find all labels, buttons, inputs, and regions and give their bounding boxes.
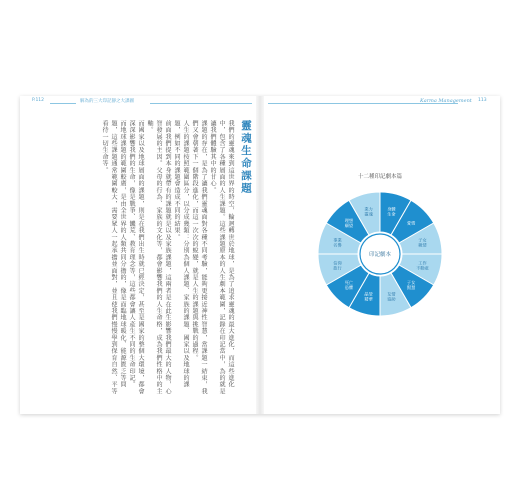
- diagram-title: 十二種印記劇本篇: [357, 174, 403, 180]
- paragraph: 而地球課題的範圍較廣，是由全世界的人類共同分擔的，像是面臨地球暖化、能源匱乏等問題，這些課題通常範圍較大，需要眾人一起承擔並面對，並且使我們慢慢學到保育自然、平等看待一切生命等。: [101, 120, 126, 395]
- right-page: [260, 96, 500, 414]
- wheel-segment-label: 晶瑩精華: [364, 291, 373, 302]
- left-header-rule-2: [150, 103, 252, 104]
- left-body-text: [42, 120, 250, 396]
- wheel-segment-label: 死亡恐懼: [344, 280, 354, 291]
- wheel-segment-label: 事業名譽: [333, 237, 342, 248]
- wheel-center: [360, 234, 400, 274]
- right-header-title: Karma Management: [420, 98, 472, 104]
- book-spread: [20, 96, 500, 414]
- wheel-segment-label: 友情協助: [387, 291, 396, 302]
- paragraph: 而國家以及地球層面的課題，則是在我們出生時就已經決定，甚至是國家的整個大環境，都會深深影響我們的生命，像是戰爭、饑荒、教育理念等，這些都會讓人產生不同的生命印記。: [128, 120, 144, 395]
- left-page: [20, 96, 260, 414]
- wheel-segment-label: 業力靈魂: [364, 206, 373, 217]
- paragraph: 課題的存在，是為了讓我們靈魂面對各種不同考驗，能夠更接近神性智慧，當課題一結束，我們又會朝著下一個階段進化，而這一次次的蛻變，就是人生的課題與挑戰的過程。: [191, 120, 207, 395]
- right-page-number: 113: [478, 98, 487, 103]
- left-page-number: P.112: [32, 98, 45, 103]
- left-header-title: 解為的三大印記靜之大課圖: [80, 99, 134, 104]
- imprint-wheel-diagram: [260, 96, 500, 414]
- wheel-segment-label: 子女賢慧: [406, 280, 416, 291]
- left-header-rule: [50, 103, 76, 104]
- wheel-segment-label: 身體生命: [387, 206, 396, 217]
- paragraph: 人生的課題按照範圍區分，以分成幾類：分別為個人課題、家族的課題、國家以及地球的課題，例如不同的課題會造成不同的結果。: [173, 120, 189, 388]
- wheel-segment-label: 愛情: [406, 220, 416, 226]
- paragraph: 前面我們提到本身就帶有的課題就是以及家族課題，這兩者是在此生影響我們最大的人物，心智發展的主因。父母的行為、家族的文化等，都會影響我們的人生命格，成為我們性格中的主軸。: [146, 120, 171, 395]
- section-title: 靈魂生命課題: [240, 120, 252, 195]
- paragraph: 我們的靈魂來到這世界的時空，輪迴轉世於地球，是為了追求靈魂的最大進化，而這些進化中，包含了各種層面的人生課題。這些課題原本的人生劇本範圍，記錄在印記當中，為的就是讓我們體驗其中的甘心。: [209, 120, 234, 395]
- wheel-segment-label: 子女親情: [418, 237, 427, 248]
- wheel-segment-label: 工作不動產: [416, 260, 429, 271]
- wheel-segment-label: 信仰旅行: [333, 260, 342, 271]
- wheel-center-label: 印記劇本: [368, 252, 392, 258]
- wheel-segment-label: 理想願望: [344, 217, 354, 228]
